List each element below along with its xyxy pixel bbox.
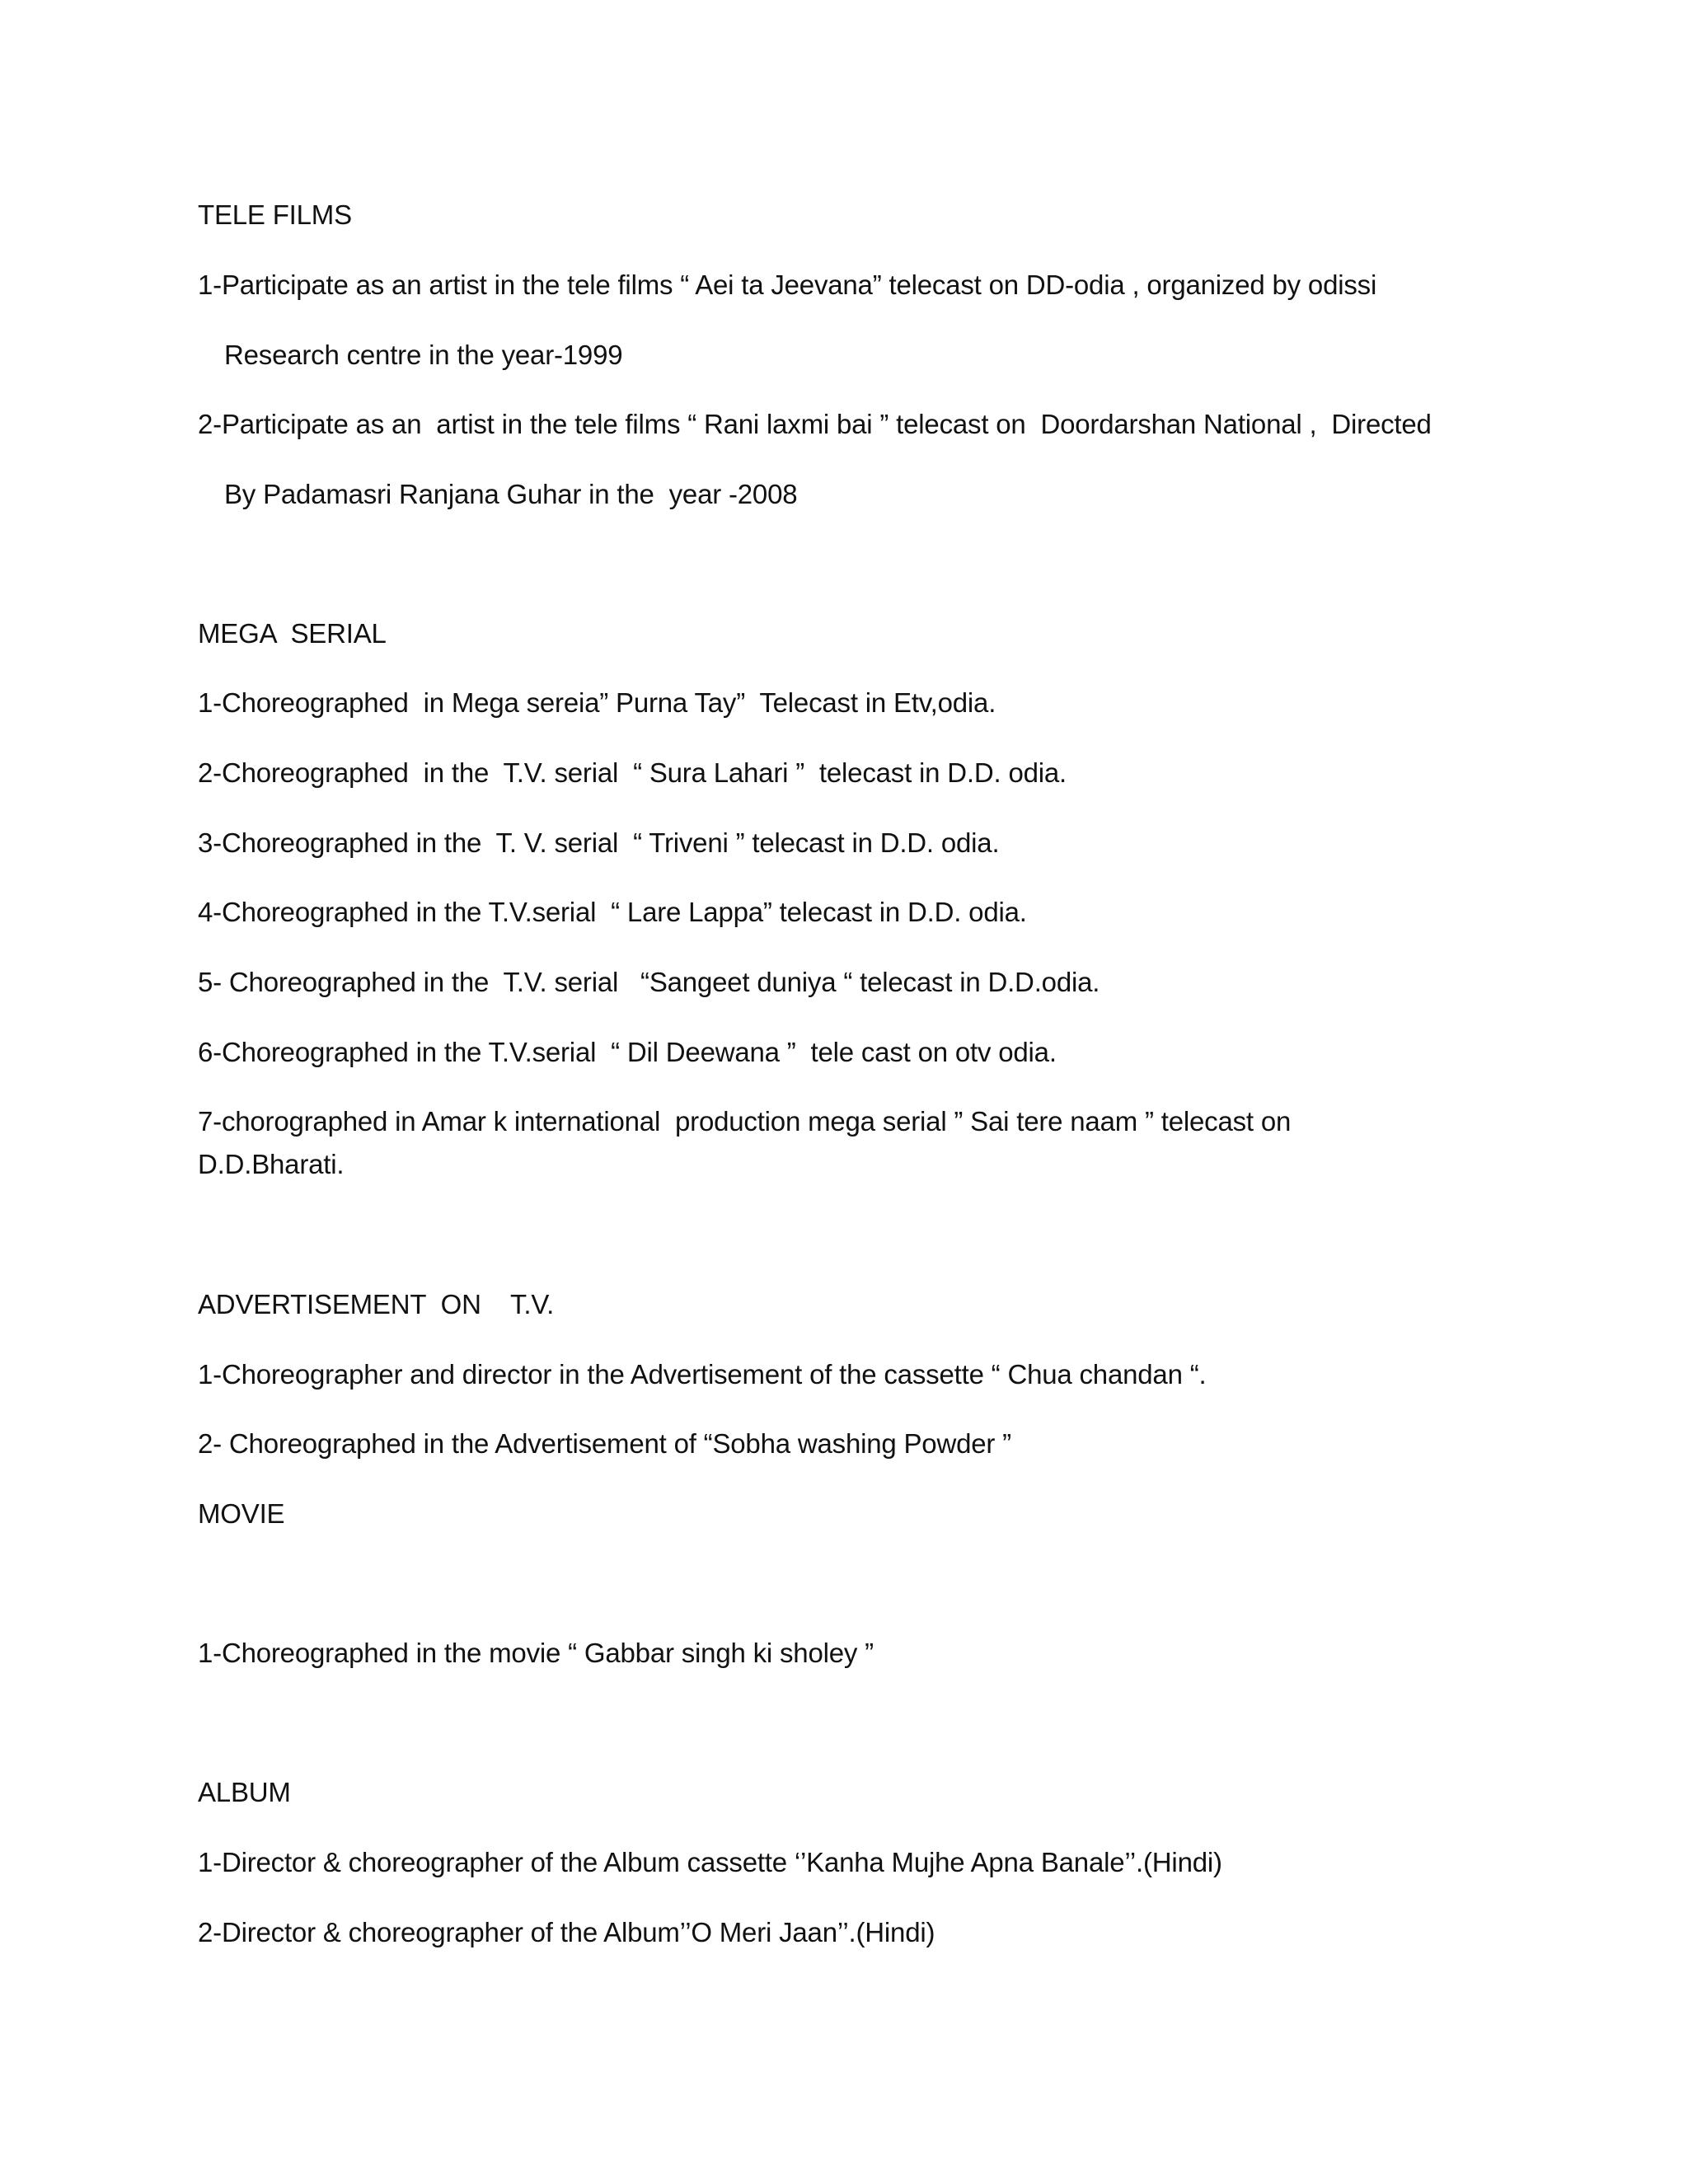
mega-serial-item-1: 1-Choreographed in Mega sereia” Purna Tay” Telecast in Etv,odia. xyxy=(198,687,996,718)
section-heading-advertisement: ADVERTISEMENT ON T.V. xyxy=(198,1289,555,1319)
tele-film-item-1-line-2: Research centre in the year-1999 xyxy=(224,340,623,370)
mega-serial-item-6: 6-Choreographed in the T.V.serial “ Dil Deewana ” tele cast on otv odia. xyxy=(198,1037,1057,1067)
movie-item-1: 1-Choreographed in the movie “ Gabbar singh ki sholey ” xyxy=(198,1638,874,1668)
album-item-1: 1-Director & choreographer of the Album cassette ‘’Kanha Mujhe Apna Banale’’.(Hindi) xyxy=(198,1847,1222,1877)
advertisement-item-2: 2- Choreographed in the Advertisement of “Sobha washing Powder ” xyxy=(198,1428,1011,1459)
tele-film-item-2-line-2: By Padamasri Ranjana Guhar in the year -2008 xyxy=(224,479,798,509)
section-heading-tele-films: TELE FILMS xyxy=(198,199,352,230)
section-heading-movie: MOVIE xyxy=(198,1498,285,1529)
section-heading-mega-serial: MEGA SERIAL xyxy=(198,618,387,649)
section-heading-album: ALBUM xyxy=(198,1777,291,1807)
mega-serial-item-5: 5- Choreographed in the T.V. serial “Sangeet duniya “ telecast in D.D.odia. xyxy=(198,967,1100,997)
mega-serial-item-2: 2-Choreographed in the T.V. serial “ Sura Lahari ” telecast in D.D. odia. xyxy=(198,757,1067,788)
mega-serial-item-7-line-2: D.D.Bharati. xyxy=(198,1149,345,1179)
tele-film-item-2-line-1: 2-Participate as an artist in the tele films “ Rani laxmi bai ” telecast on Doordarshan National , Directed xyxy=(198,409,1432,439)
mega-serial-item-3: 3-Choreographed in the T. V. serial “ Triveni ” telecast in D.D. odia. xyxy=(198,827,1000,858)
album-item-2: 2-Director & choreographer of the Album’’O Meri Jaan’’.(Hindi) xyxy=(198,1917,935,1947)
mega-serial-item-7-line-1: 7-chorographed in Amar k international production mega serial ” Sai tere naam ” telecast on xyxy=(198,1106,1292,1137)
tele-film-item-1-line-1: 1-Participate as an artist in the tele films “ Aei ta Jeevana” telecast on DD-odia , organized by odissi xyxy=(198,269,1377,300)
mega-serial-item-4: 4-Choreographed in the T.V.serial “ Lare Lappa” telecast in D.D. odia. xyxy=(198,897,1027,927)
advertisement-item-1: 1-Choreographer and director in the Advertisement of the cassette “ Chua chandan “. xyxy=(198,1359,1207,1390)
